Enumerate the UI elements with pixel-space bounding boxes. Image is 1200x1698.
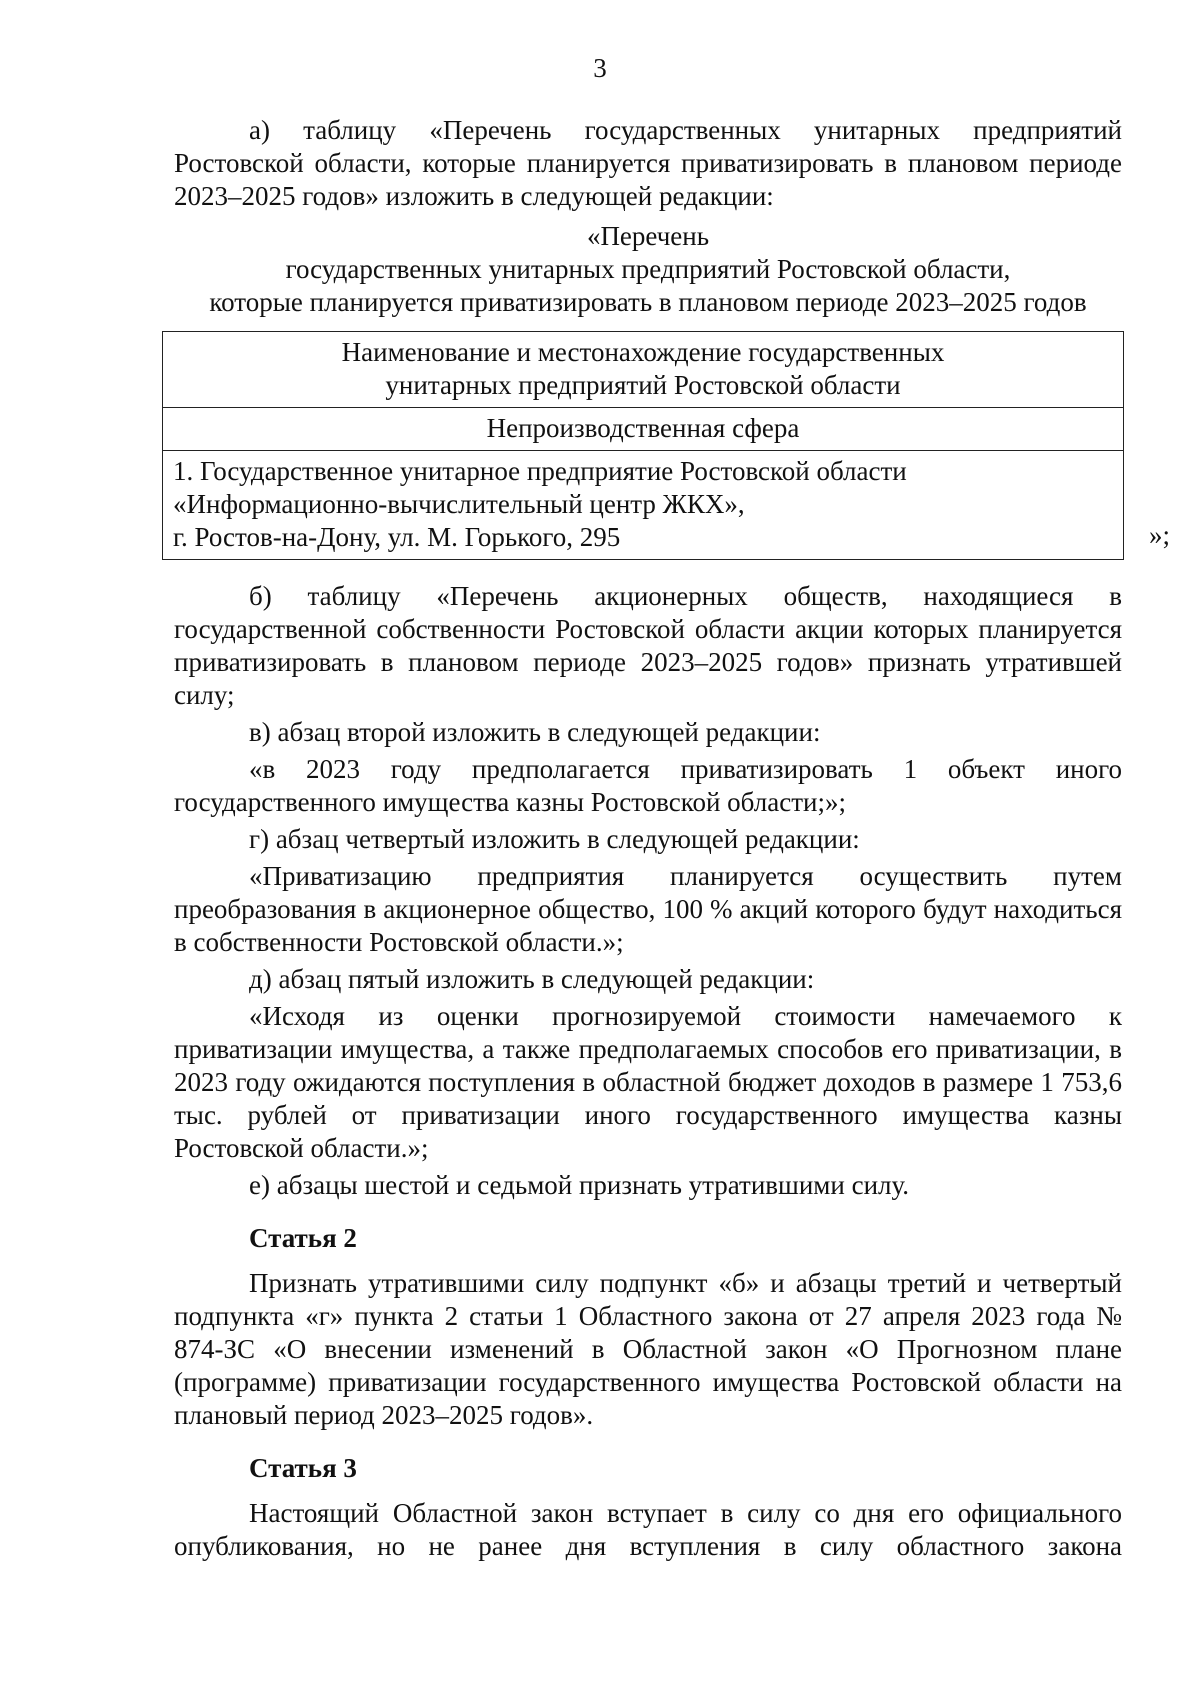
table-section-row [163, 408, 1124, 451]
paragraph-v-quote: «в 2023 году предполагается приватизировать 1 объект иного государственного имущества казны Ростовской области;»; [174, 754, 1122, 817]
article-2-heading: Статья 2 [249, 1223, 357, 1253]
enterprise-table [162, 331, 1124, 560]
table-header-line-1: Наименование и местонахождение государственных [341, 337, 945, 367]
document-body [173, 114, 1170, 1567]
enterprise-table-wrapper [162, 331, 1170, 560]
list-title [174, 220, 1122, 319]
list-title-line-2: государственных унитарных предприятий Ростовской области, [285, 254, 1011, 284]
table-data-cell [163, 451, 1124, 560]
table-row-line-1: 1. Государственное унитарное предприятие Ростовской области [173, 456, 907, 486]
table-row-line-2: «Информационно-вычислительный центр ЖКХ», [173, 489, 745, 519]
paragraph-a: а) таблицу «Перечень государственных унитарных предприятий Ростовской области, которые планируется приватизировать в плановом периоде 2023–2025 годов» изложить в следующей редакции: [174, 115, 1122, 211]
article-2-text: Признать утратившими силу подпункт «б» и абзацы третий и четвертый подпункта «г» пункта 2 статьи 1 Областного закона от 27 апреля 2023 года № 874-ЗС «О внесении изменений в Областной закон «О Прогнозном плане (программе) приватизации государственного имущества Ростовской области на плановый период 2023–2025 годов». [174, 1268, 1122, 1430]
paragraph-v: в) абзац второй изложить в следующей редакции: [249, 717, 821, 747]
table-header-cell [163, 332, 1124, 408]
paragraph-e: е) абзацы шестой и седьмой признать утратившими силу. [249, 1170, 910, 1200]
table-closing-quote: »; [1148, 520, 1170, 550]
table-header-line-2: унитарных предприятий Ростовской области [385, 370, 901, 400]
amendments-list [174, 580, 1122, 1202]
paragraph-g-quote: «Приватизацию предприятия планируется осуществить путем преобразования в акционерное общество, 100 % акций которого будут находиться в собственности Ростовской области.»; [174, 861, 1122, 957]
table-section-cell: Непроизводственная сфера [163, 408, 1124, 451]
article-3-heading: Статья 3 [249, 1453, 357, 1483]
list-title-line-1: «Перечень [586, 221, 710, 251]
article-3-text: Настоящий Областной закон вступает в силу со дня его официального опубликования, но не ранее дня вступления в силу областного закона [174, 1498, 1122, 1561]
page-number: 3 [593, 53, 607, 83]
paragraph-b: б) таблицу «Перечень акционерных обществ, находящиеся в государственной собственности Ростовской области акции которых планируется приватизировать в плановом периоде 2023–2025 годов» признать утратившей силу; [174, 581, 1122, 710]
table-header-row [163, 332, 1124, 408]
table-row [163, 451, 1124, 560]
table-row-line-3: г. Ростов-на-Дону, ул. М. Горького, 295 [173, 522, 621, 552]
paragraph-g: г) абзац четвертый изложить в следующей редакции: [249, 824, 860, 854]
list-title-line-3: которые планируется приватизировать в плановом периоде 2023–2025 годов [209, 287, 1087, 317]
paragraph-d-quote: «Исходя из оценки прогнозируемой стоимости намечаемого к приватизации имущества, а также предполагаемых способов его приватизации, в 2023 году ожидаются поступления в областной бюджет доходов в размере 1 753,6 тыс. рублей от приватизации иного государственного имущества казны Ростовской области.»; [174, 1001, 1122, 1163]
paragraph-d: д) абзац пятый изложить в следующей редакции: [249, 964, 815, 994]
